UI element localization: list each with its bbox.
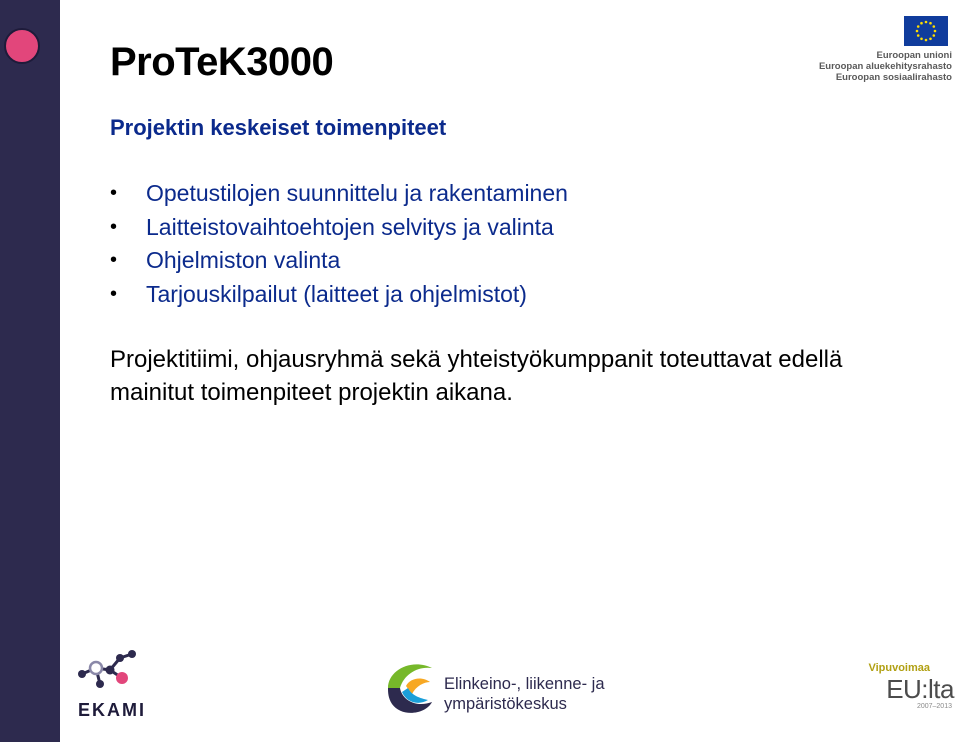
slide-subtitle: Projektin keskeiset toimenpiteet (110, 115, 447, 140)
ely-emblem-icon (382, 658, 440, 720)
eu-flag-icon (904, 16, 948, 46)
eu-logo (818, 12, 952, 86)
bullet-item: • Laitteistovaihtoehtojen selvitys ja valinta (108, 211, 568, 245)
bullet-list (108, 177, 568, 311)
accent-dot (4, 28, 40, 64)
vipuvoimaa-logo (858, 662, 954, 722)
bullet-item: • Tarjouskilpailut (laitteet ja ohjelmistot) (108, 278, 568, 312)
ekami-wordmark: EKAMI (78, 700, 146, 720)
ely-label-line: Elinkeino-, liikenne- ja (444, 675, 605, 693)
molecule-icon (74, 648, 144, 698)
bullet-item: • Ohjelmiston valinta (108, 244, 568, 278)
ekami-logo (74, 648, 144, 720)
ely-label-line: ympäristökeskus (444, 695, 567, 713)
sidebar-bar (0, 0, 60, 742)
slide-title: ProTeK3000 (110, 40, 334, 84)
bullet-item: • Opetustilojen suunnittelu ja rakentaminen (108, 177, 568, 211)
eu-label-line: Euroopan sosiaalirahasto (835, 72, 952, 83)
eulta-wordmark: EU:lta (886, 674, 954, 704)
summary-paragraph: Projektitiimi, ohjausryhmä sekä yhteistyökumppanit toteuttavat edellä mainitut toimenpiteet projektin aikana. (110, 346, 843, 406)
eu-label-line: Euroopan aluekehitysrahasto (818, 61, 952, 72)
vipuvoimaa-label: Vipuvoimaa (868, 662, 930, 674)
ely-logo (382, 658, 605, 724)
program-years: 2007–2013 (916, 703, 952, 710)
eu-label-line: Euroopan unioni (876, 50, 952, 61)
